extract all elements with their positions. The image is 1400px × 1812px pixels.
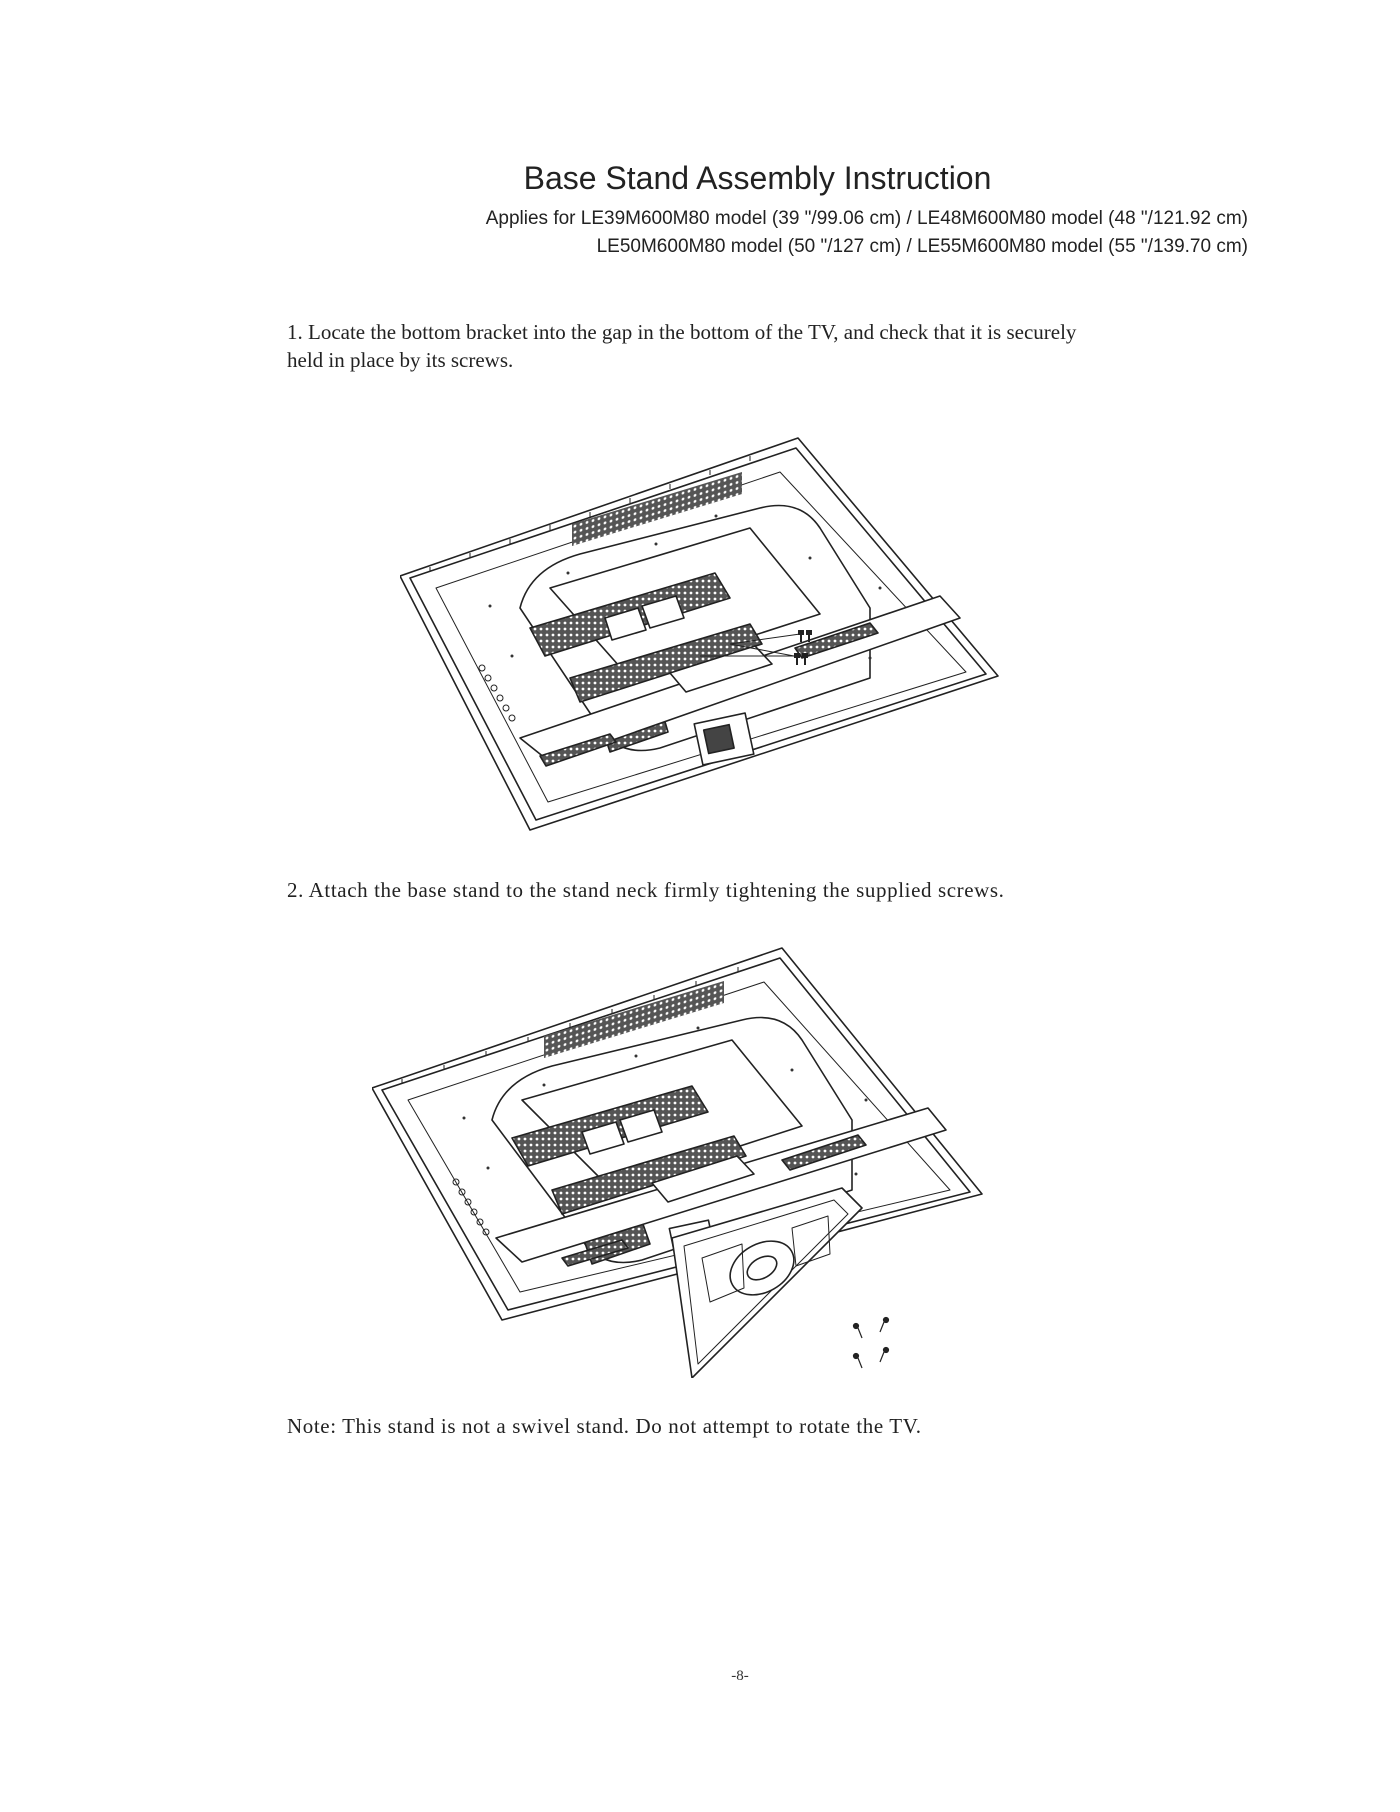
page-title: Base Stand Assembly Instruction [523,160,992,196]
tv-back-bracket-diagram [400,428,1010,838]
applies-line-2: LE50M600M80 model (50 "/127 cm) / LE55M600M80 model (55 "/139.70 cm) [596,236,1248,257]
tv-back-base-stand-diagram [372,938,1002,1378]
step-2-text: 2. Attach the base stand to the stand neck firmly tightening the supplied screws. [287,878,1005,902]
applies-line-1: Applies for LE39M600M80 model (39 "/99.06 cm) / LE48M600M80 model (48 "/121.92 cm) [485,208,1248,229]
page-number: -8- [731,1668,749,1684]
step-1-text: 1. Locate the bottom bracket into the gap in the bottom of the TV, and check that it is securely held in place by its screws. [287,320,1077,372]
note-text: Note: This stand is not a swivel stand. Do not attempt to rotate the TV. [287,1414,922,1438]
